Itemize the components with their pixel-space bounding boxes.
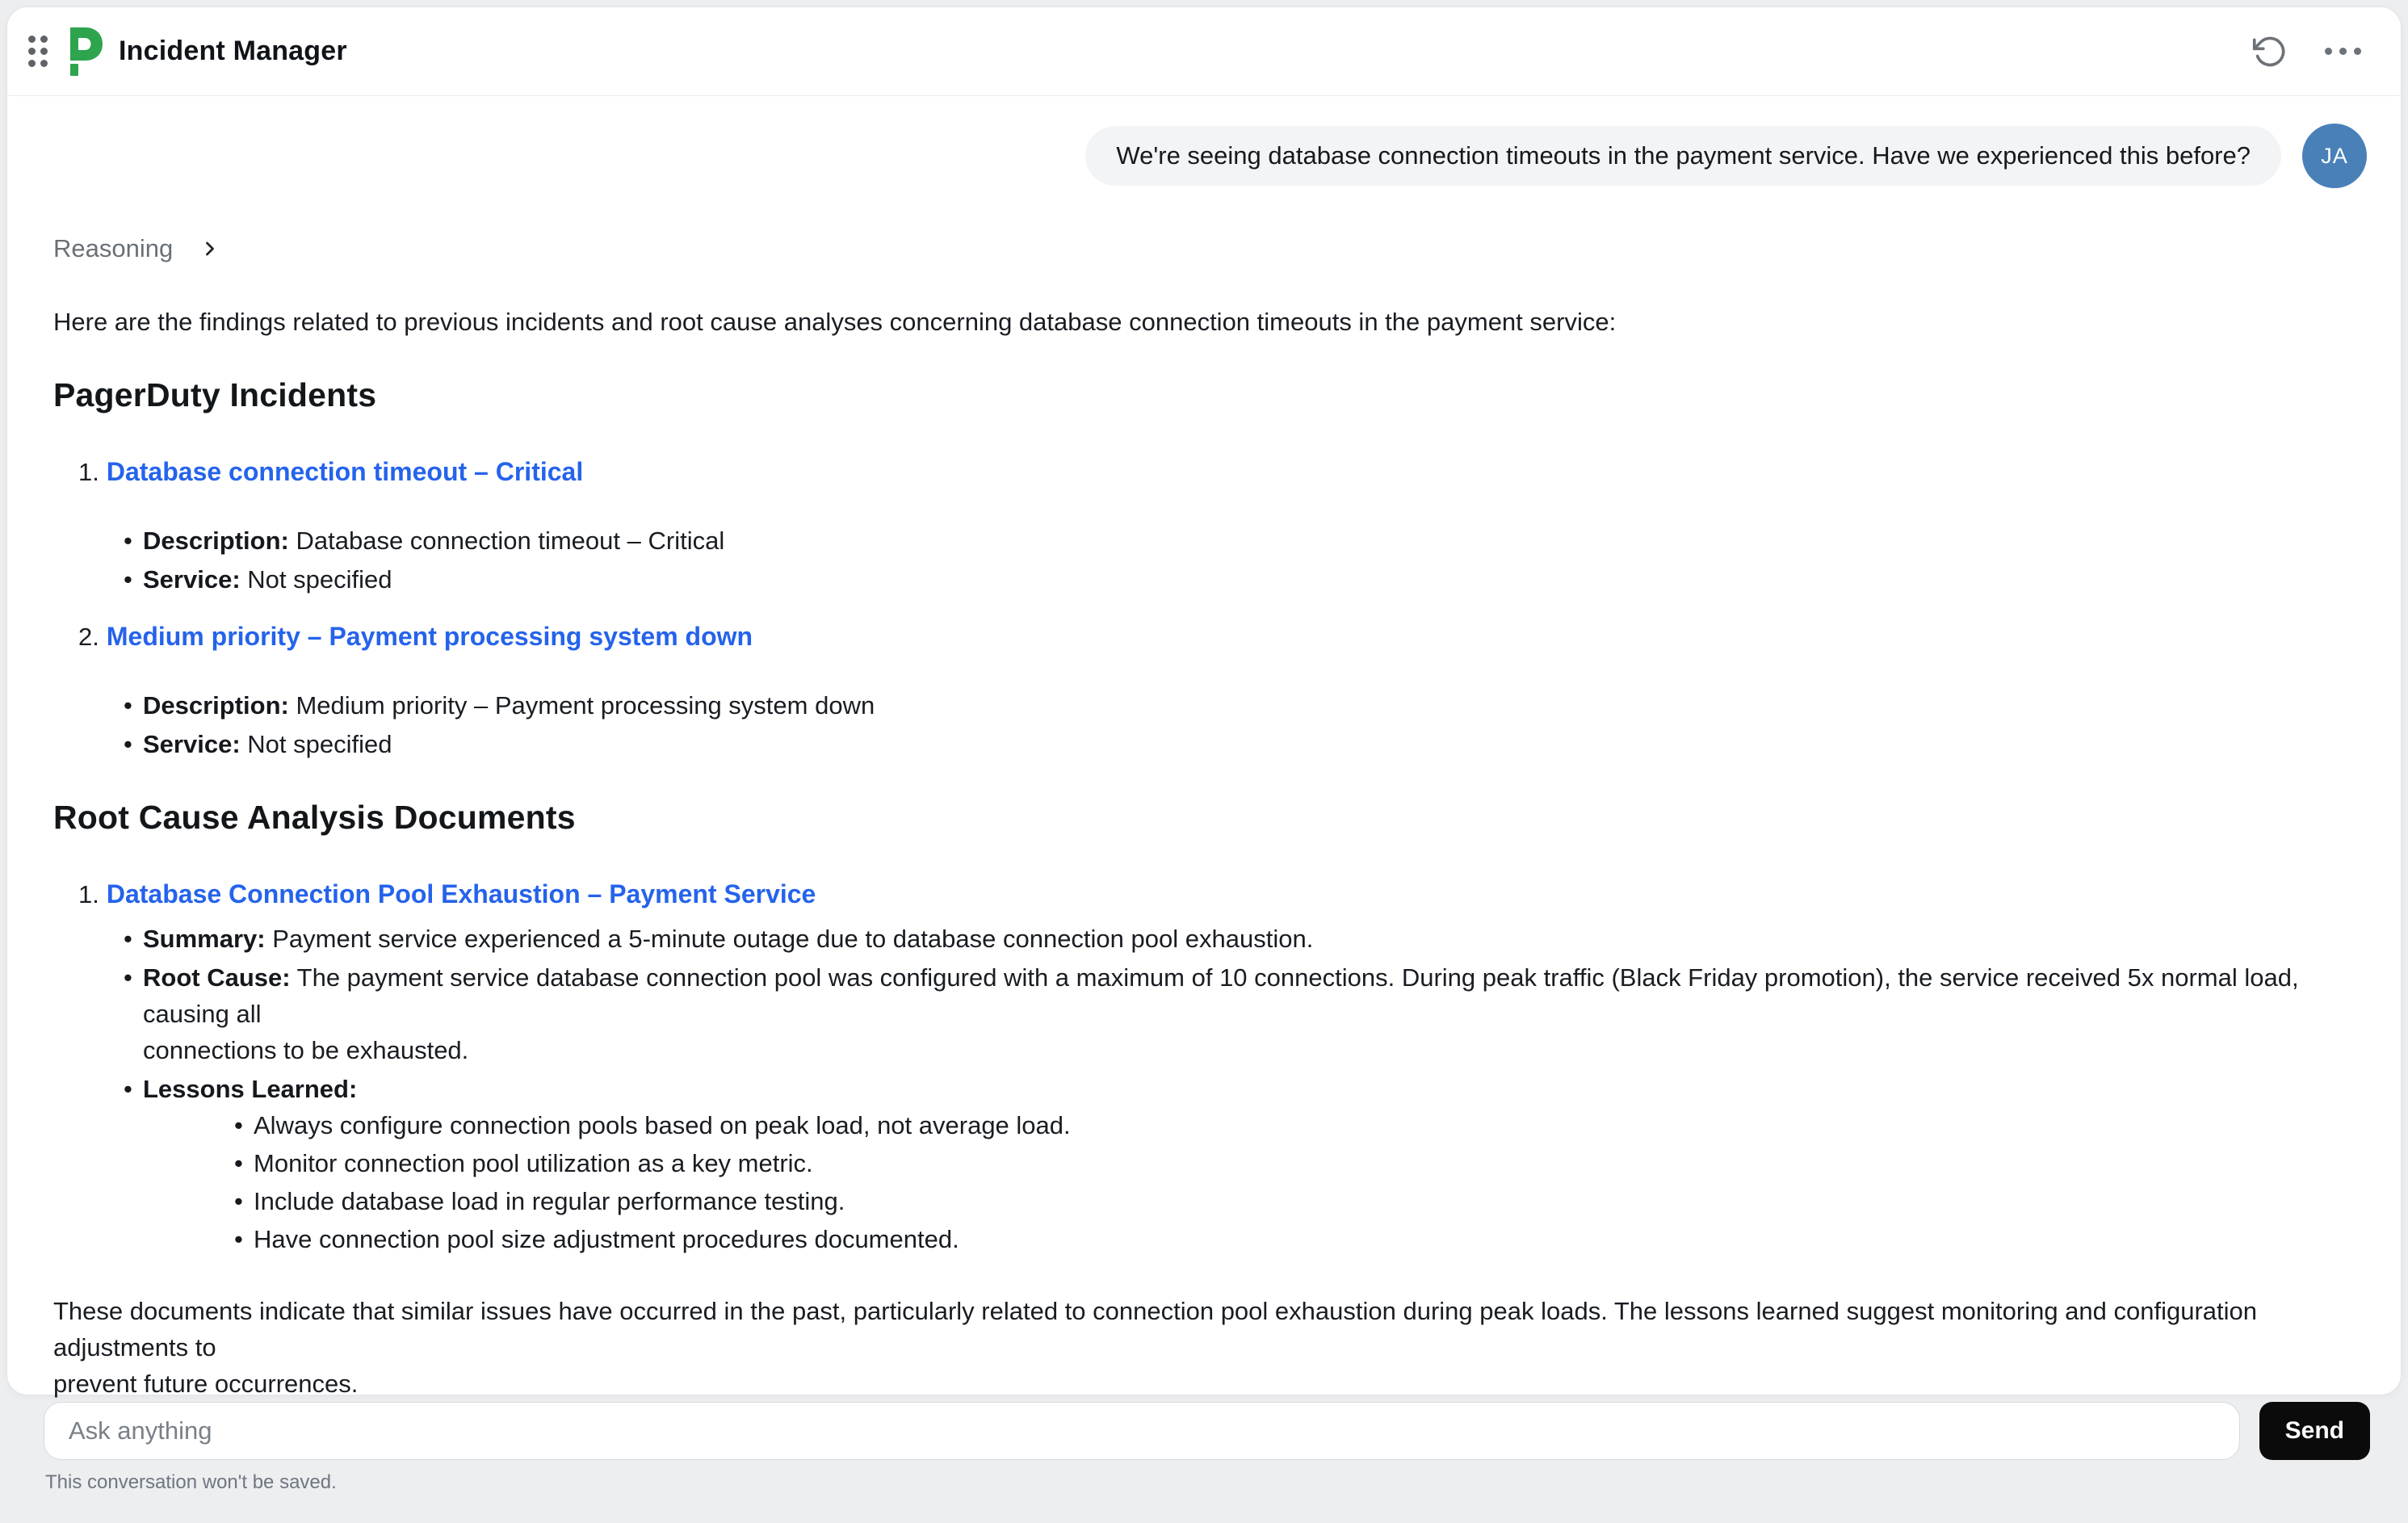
- composer-area: [7, 1402, 2401, 1523]
- section-heading-rca: Root Cause Analysis Documents: [53, 799, 576, 836]
- user-avatar: JA: [2302, 124, 2367, 188]
- more-options-icon[interactable]: [2317, 26, 2368, 78]
- chevron-right-icon: [199, 237, 221, 260]
- lessons-list: [143, 1107, 2367, 1257]
- bullet-item: • Service: Not specified: [78, 726, 2367, 762]
- drag-handle-icon[interactable]: [28, 36, 48, 67]
- assistant-closing-text: These documents indicate that similar issues have occurred in the past, particularly related to connection pool exhaustion during peak loads. The lessons learned suggest monitoring and configuration adjustments to prevent future occurrences.: [53, 1297, 2258, 1398]
- assistant-intro-text: Here are the findings related to previous incidents and root cause analyses concerning database connection timeouts in the payment service:: [53, 308, 1617, 336]
- list-number: 1.: [78, 458, 99, 486]
- reset-conversation-icon[interactable]: [2244, 26, 2296, 78]
- lesson-item: • Always configure connection pools based on peak load, not average load.: [143, 1107, 2367, 1143]
- rca-item: [78, 876, 2367, 1257]
- bullet-item: • Lessons Learned: • Always configure connection pools based on peak load, not average load. • Monitor connection pool utilization as a key metric. • Include database load in regular performance testing. • Have connection pool size adjustment procedures documented.: [78, 1071, 2367, 1257]
- header-bar: [7, 7, 2401, 96]
- app-title: Incident Manager: [119, 36, 347, 66]
- lesson-item: • Have connection pool size adjustment procedures documented.: [143, 1221, 2367, 1257]
- reasoning-label: Reasoning: [53, 234, 174, 262]
- incident-link[interactable]: Database connection timeout – Critical: [106, 457, 584, 486]
- user-message-row: [53, 124, 2367, 188]
- send-button[interactable]: Send: [2259, 1402, 2370, 1460]
- incident-item: [78, 619, 2367, 762]
- list-number: 2.: [78, 623, 99, 651]
- section-heading-incidents: PagerDuty Incidents: [53, 376, 377, 413]
- chat-scroll-area[interactable]: [7, 96, 2401, 1402]
- pagerduty-logo-icon: [64, 27, 103, 76]
- bullet-item: • Service: Not specified: [78, 561, 2367, 598]
- ask-input[interactable]: [44, 1402, 2240, 1460]
- bullet-item: • Description: Database connection timeout – Critical: [78, 522, 2367, 559]
- list-number: 1.: [78, 880, 99, 908]
- lesson-item: • Monitor connection pool utilization as a key metric.: [143, 1145, 2367, 1181]
- incident-list: [53, 454, 2367, 762]
- rca-document-link[interactable]: Database Connection Pool Exhaustion – Payment Service: [106, 879, 816, 908]
- rca-list: [53, 876, 2367, 1257]
- incident-item: [78, 454, 2367, 598]
- user-message-bubble: We're seeing database connection timeouts in the payment service. Have we experienced this before?: [1085, 126, 2281, 186]
- incident-link[interactable]: Medium priority – Payment processing system down: [106, 622, 753, 651]
- bullet-item: • Summary: Payment service experienced a 5-minute outage due to database connection pool exhaustion.: [78, 921, 2367, 957]
- conversation-disclaimer: This conversation won't be saved.: [45, 1471, 337, 1493]
- bullet-item: • Description: Medium priority – Payment processing system down: [78, 687, 2367, 724]
- reasoning-toggle[interactable]: [53, 230, 221, 266]
- incident-manager-window: [6, 6, 2402, 1493]
- bullet-item: • Root Cause: The payment service database connection pool was configured with a maximum of 10 connections. During peak traffic (Black Friday promotion), the service received 5x normal load, causing all connections to be exhausted.: [78, 959, 2367, 1068]
- lesson-item: • Include database load in regular performance testing.: [143, 1183, 2367, 1219]
